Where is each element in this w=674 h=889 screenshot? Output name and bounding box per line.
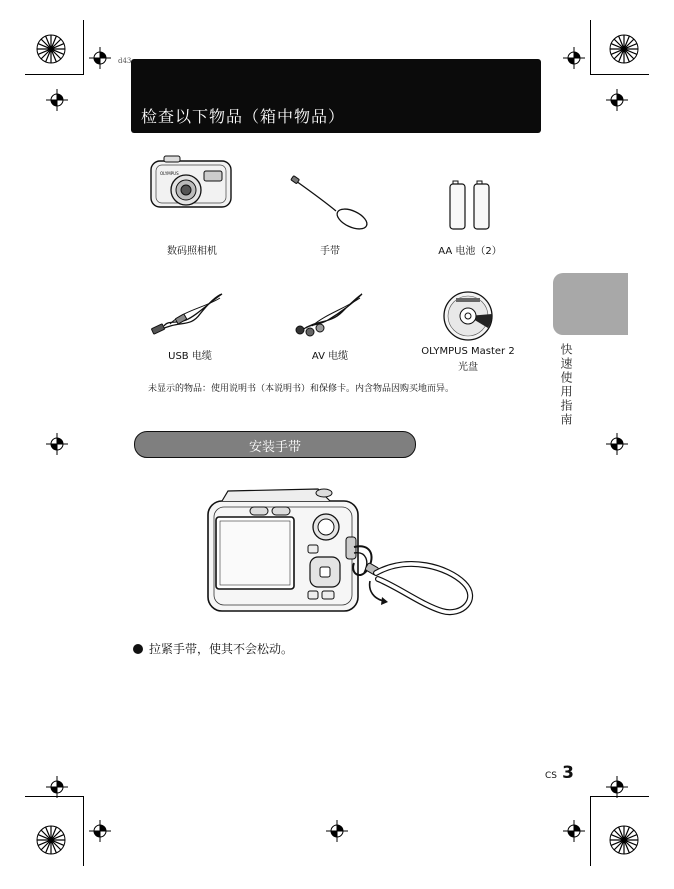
instruction-item (133, 640, 293, 657)
crosshair-mark-icon (563, 820, 585, 842)
item-caption: 数码照相机 (167, 246, 217, 257)
contents-note: 未显示的物品：使用说明书（本说明书）和保修卡。内含物品因购买地而异。 (148, 384, 455, 394)
bullet-icon (133, 644, 143, 654)
crosshair-mark-icon (606, 433, 628, 455)
chapter-tab (553, 273, 628, 335)
crosshair-mark-icon (606, 89, 628, 111)
section-header (134, 431, 416, 458)
page-language-code: CS (545, 771, 557, 781)
crosshair-mark-icon (46, 433, 68, 455)
registration-star-icon (36, 34, 66, 64)
camera-strap-illustration (198, 483, 483, 621)
header-bar (131, 59, 541, 133)
section-title: 安装手带 (248, 440, 301, 455)
av-cable-icon (290, 290, 370, 340)
registration-star-icon (609, 825, 639, 855)
item-caption: AV 电缆 (311, 351, 349, 362)
crosshair-mark-icon (89, 47, 111, 69)
file-code: d43 (118, 57, 132, 65)
instruction-text: 拉紧手带，使其不会松动。 (149, 642, 294, 656)
camera-icon (148, 155, 234, 211)
crosshair-mark-icon (606, 776, 628, 798)
page-number-value: 3 (562, 763, 574, 783)
registration-star-icon (36, 825, 66, 855)
usb-cable-icon (150, 290, 230, 340)
crosshair-mark-icon (46, 89, 68, 111)
item-caption-sub: 光盘 (458, 362, 478, 373)
strap-icon (290, 175, 370, 233)
page-number (545, 763, 574, 783)
item-caption: USB 电缆 (168, 351, 212, 362)
crosshair-mark-icon (89, 820, 111, 842)
chapter-tab-label: 快速使用指南 (559, 343, 573, 427)
registration-star-icon (609, 34, 639, 64)
item-caption: 手带 (320, 246, 340, 257)
cd-icon (442, 290, 494, 342)
item-caption: OLYMPUS Master 2 (421, 346, 515, 357)
battery-icon (448, 178, 492, 232)
crosshair-mark-icon (563, 47, 585, 69)
crosshair-mark-icon (326, 820, 348, 842)
svg-text:OLYMPUS: OLYMPUS (160, 171, 179, 176)
item-caption: AA 电池（2） (438, 246, 502, 257)
page-title: 检查以下物品（箱中物品） (141, 107, 346, 126)
crosshair-mark-icon (46, 776, 68, 798)
